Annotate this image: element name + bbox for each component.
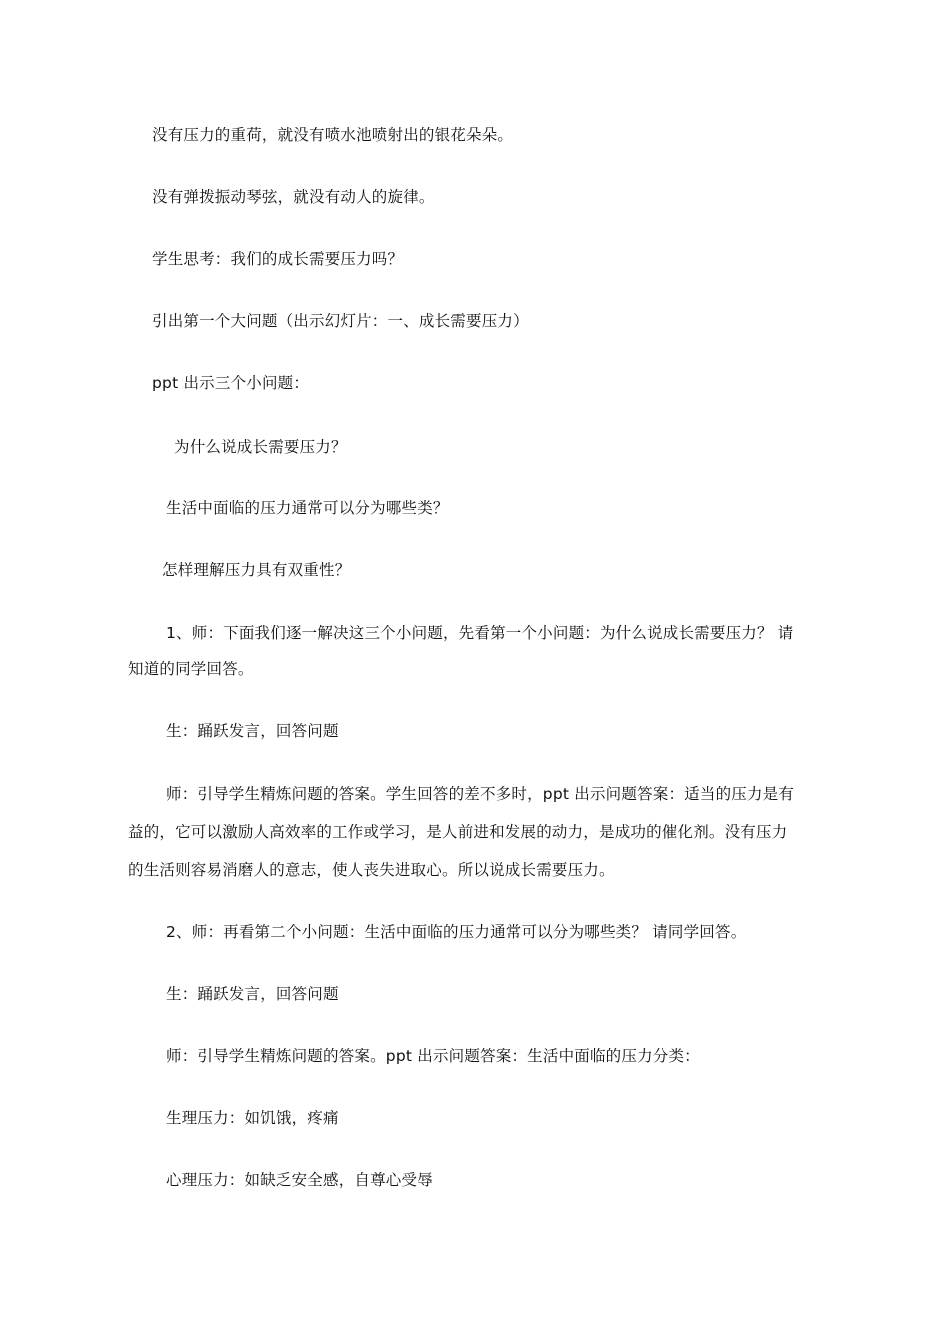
question-2: 生活中面临的压力通常可以分为哪些类？ bbox=[166, 499, 449, 517]
paragraph-teacher-answer-2: 师：引导学生精炼问题的答案。ppt 出示问题答案：生活中面临的压力分类： bbox=[166, 1047, 700, 1065]
question-3: 怎样理解压力具有双重性？ bbox=[162, 561, 351, 579]
paragraph-1: 没有压力的重荷，就没有喷水池喷射出的银花朵朵。 bbox=[152, 126, 514, 144]
paragraph-student-2: 生：踊跃发言，回答问题 bbox=[166, 985, 339, 1003]
paragraph-teacher-answer-line-3: 的生活则容易消磨人的意志，使人丧失进取心。所以说成长需要压力。 bbox=[128, 861, 615, 879]
paragraph-teacher-answer-line-2: 益的，它可以激励人高效率的工作或学习，是人前进和发展的动力，是成功的催化剂。没有压力 bbox=[128, 823, 788, 841]
paragraph-5: ppt 出示三个小问题： bbox=[152, 374, 310, 392]
paragraph-4: 引出第一个大问题（出示幻灯片：一、成长需要压力） bbox=[152, 312, 529, 330]
question-1: 为什么说成长需要压力？ bbox=[174, 438, 347, 456]
paragraph-student-1: 生：踊跃发言，回答问题 bbox=[166, 722, 339, 740]
paragraph-teacher-1-line-1: 1、师：下面我们逐一解决这三个小问题，先看第一个小问题：为什么说成长需要压力？ 请 bbox=[166, 624, 794, 642]
paragraph-teacher-1-line-2: 知道的同学回答。 bbox=[128, 660, 254, 678]
paragraph-psychological-pressure: 心理压力：如缺乏安全感，自尊心受辱 bbox=[166, 1171, 433, 1189]
paragraph-physiological-pressure: 生理压力：如饥饿，疼痛 bbox=[166, 1109, 339, 1127]
paragraph-teacher-answer-line-1: 师：引导学生精炼问题的答案。学生回答的差不多时，ppt 出示问题答案：适当的压力是有 bbox=[166, 785, 795, 803]
paragraph-teacher-2: 2、师：再看第二个小问题：生活中面临的压力通常可以分为哪些类？ 请同学回答。 bbox=[166, 923, 747, 941]
paragraph-2: 没有弹拨振动琴弦，就没有动人的旋律。 bbox=[152, 188, 435, 206]
paragraph-3: 学生思考：我们的成长需要压力吗？ bbox=[152, 250, 404, 268]
